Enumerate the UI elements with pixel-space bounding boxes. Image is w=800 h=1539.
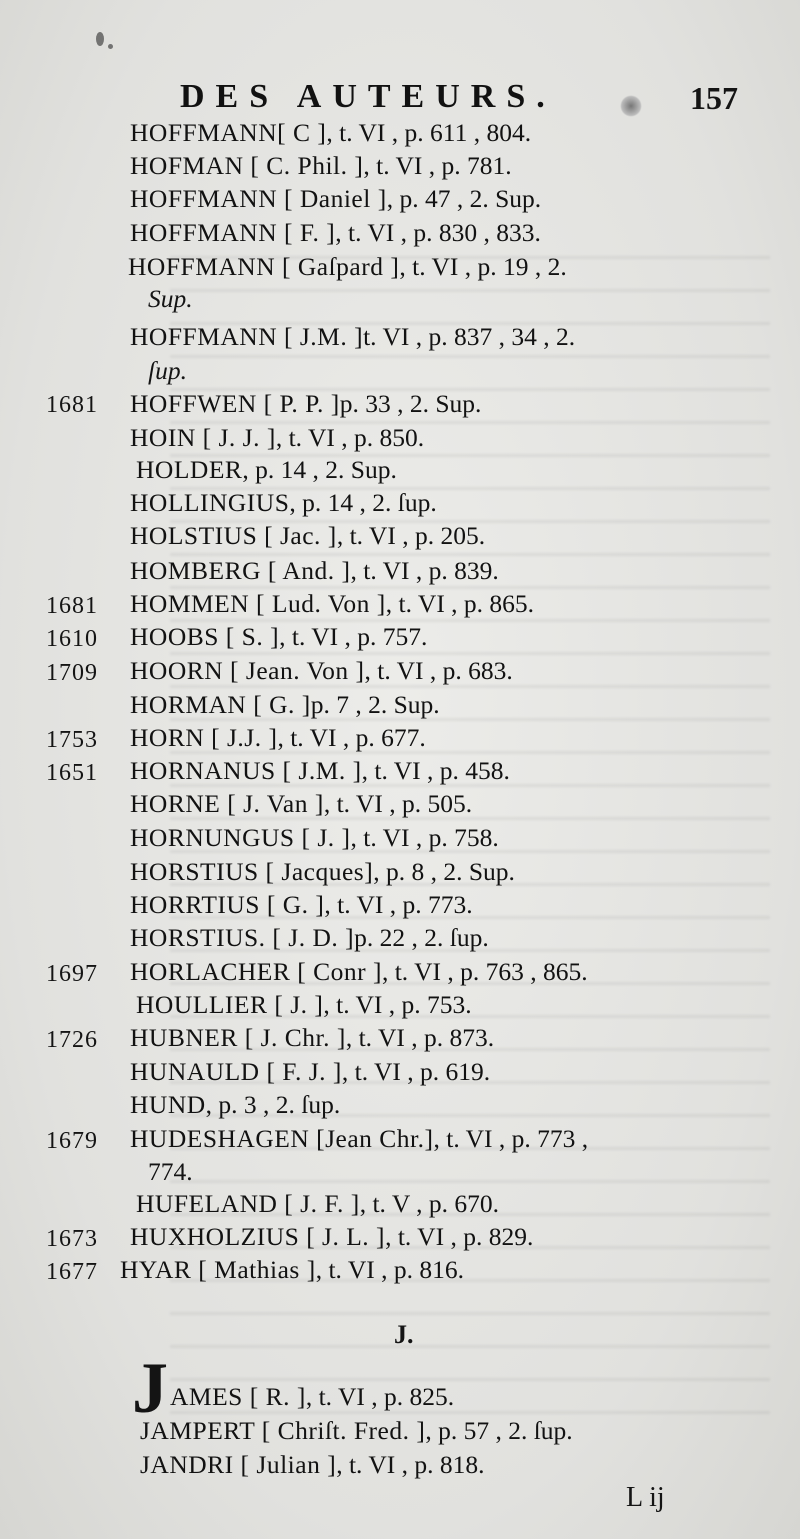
author-name: JAMPERT [ Chriſt. Fred. ] <box>140 1416 426 1445</box>
reference: , t. VI , p. 458. <box>361 756 510 785</box>
year-label: 1697 <box>46 961 98 987</box>
reference: , t. VI , p. 839. <box>350 556 499 585</box>
reference: , p. 14 , 2. ſup. <box>289 488 437 517</box>
index-entry <box>136 990 472 1020</box>
author-name: HOIN [ J. J. ] <box>130 423 276 452</box>
author-name: JANDRI [ Julian ] <box>140 1450 337 1479</box>
index-entry <box>130 389 481 419</box>
author-name: HUXHOLZIUS [ J. L. ] <box>130 1222 386 1251</box>
running-head: DES AUTEURS. <box>180 78 556 115</box>
reference: , t. VI , p. 825. <box>305 1382 455 1411</box>
index-entry <box>130 690 440 720</box>
index-entry <box>130 656 513 686</box>
author-name: HOFFMANN[ C ] <box>130 118 327 147</box>
reference: , t. VI , p. 850. <box>275 423 425 452</box>
index-entry <box>130 890 473 920</box>
reference: , t. VI , p. 773. <box>324 890 473 919</box>
reference: , t. VI , p. 753. <box>323 990 472 1019</box>
author-name: HUDESHAGEN [Jean Chr.] <box>130 1124 434 1153</box>
index-entry <box>130 1090 340 1120</box>
author-name: HOFFMANN [ Daniel ] <box>130 184 387 213</box>
author-name: HORN [ J.J. ] <box>130 723 278 752</box>
reference: , t. VI , p. 619. <box>341 1057 491 1086</box>
ink-speck <box>96 32 104 46</box>
index-entry <box>130 218 541 248</box>
entry-continuation: 774. <box>148 1157 193 1186</box>
index-entry <box>130 756 510 786</box>
entry-continuation: Sup. <box>148 284 193 313</box>
reference: , t. VI , p. 758. <box>350 823 499 852</box>
index-entry <box>130 151 512 181</box>
author-name: HOLLINGIUS <box>130 488 290 517</box>
index-entry <box>130 423 424 453</box>
author-name: HORLACHER [ Conr ] <box>130 957 382 986</box>
author-name: HUNAULD [ F. J. ] <box>130 1057 342 1086</box>
author-name: HORNE [ J. Van ] <box>130 789 324 818</box>
author-name: HOFMAN [ C. Phil. ] <box>130 151 364 180</box>
section-heading: J. <box>394 1320 414 1349</box>
reference: , t. VI , p. 205. <box>336 521 486 550</box>
index-entry <box>130 1222 533 1252</box>
reference: , t. VI , p. 757. <box>279 622 428 651</box>
reference: , t. VI , p. 19 , 2. <box>399 252 567 281</box>
author-name: HORNANUS [ J.M. ] <box>130 756 362 785</box>
reference: , t. VI , p. 830 , 833. <box>335 218 541 247</box>
reference: , t. VI , p. 677. <box>277 723 426 752</box>
reference: , p. 3 , 2. ſup. <box>205 1090 341 1119</box>
author-name: HOFFMANN [ F. ] <box>130 218 336 247</box>
year-label: 1610 <box>46 626 98 652</box>
year-label: 1677 <box>46 1259 98 1285</box>
reference: , p. 8 , 2. Sup. <box>373 857 515 886</box>
ink-blot <box>620 95 642 117</box>
reference: , t. VI , p. 763 , 865. <box>381 957 588 986</box>
year-label: 1681 <box>46 593 98 619</box>
reference: , p. 47 , 2. Sup. <box>386 184 542 213</box>
index-entry <box>130 1057 490 1087</box>
reference: , t. VI , p. 829. <box>385 1222 534 1251</box>
index-entry <box>120 1255 464 1285</box>
reference: t. VI , p. 837 , 34 , 2. <box>363 322 576 351</box>
author-name: HORSTIUS. [ J. D. ] <box>130 923 355 952</box>
reference: , p. 57 , 2. ſup. <box>425 1416 573 1445</box>
author-name: HUBNER [ J. Chr. ] <box>130 1023 346 1052</box>
reference: , p. 14 , 2. Sup. <box>242 455 397 484</box>
index-entry <box>130 789 472 819</box>
signature-mark: L ij <box>626 1482 665 1513</box>
index-entry <box>130 521 485 551</box>
index-entry <box>140 1416 573 1446</box>
year-label: 1753 <box>46 727 98 753</box>
reference: , t. V , p. 670. <box>359 1189 500 1218</box>
index-entry <box>130 488 437 518</box>
reference: , t. VI , p. 816. <box>315 1255 464 1284</box>
index-entry <box>130 957 588 987</box>
reference: , t. VI , p. 505. <box>323 789 473 818</box>
reference: p. 33 , 2. Sup. <box>339 389 482 418</box>
index-entry <box>130 1124 588 1154</box>
author-name: HOFFWEN [ P. P. ] <box>130 389 340 418</box>
year-label: 1673 <box>46 1226 98 1252</box>
year-label: 1679 <box>46 1128 98 1154</box>
year-label: 1726 <box>46 1027 98 1053</box>
page-number: 157 <box>690 80 738 116</box>
index-entry <box>130 823 499 853</box>
reference: , t. VI , p. 818. <box>336 1450 485 1479</box>
author-name: HOMMEN [ Lud. Von ] <box>130 589 386 618</box>
author-name: HOORN [ Jean. Von ] <box>130 656 365 685</box>
index-entry <box>136 1189 499 1219</box>
drop-capital: J <box>132 1348 168 1428</box>
reference: , t. VI , p. 773 , <box>433 1124 589 1153</box>
ink-speck <box>108 44 113 49</box>
author-name: HORRTIUS [ G. ] <box>130 890 325 919</box>
reference: p. 7 , 2. Sup. <box>310 690 440 719</box>
reference: , t. VI , p. 873. <box>345 1023 495 1052</box>
index-entry <box>130 923 489 953</box>
index-entry <box>130 857 515 887</box>
index-entry <box>130 723 426 753</box>
author-name: AMES [ R. ] <box>170 1382 306 1411</box>
year-label: 1709 <box>46 660 98 686</box>
index-entry <box>128 252 567 282</box>
author-name: HOLSTIUS [ Jac. ] <box>130 521 337 550</box>
author-name: HOOBS [ S. ] <box>130 622 280 651</box>
author-name: HOULLIER [ J. ] <box>136 990 324 1019</box>
index-entry <box>130 589 534 619</box>
index-entry <box>130 622 427 652</box>
reference: p. 22 , 2. ſup. <box>354 923 489 952</box>
index-entry <box>170 1382 454 1412</box>
author-name: HOMBERG [ And. ] <box>130 556 351 585</box>
index-entry <box>130 1023 494 1053</box>
index-entry <box>130 322 575 352</box>
author-name: HOFFMANN [ J.M. ] <box>130 322 364 351</box>
author-name: HUND <box>130 1090 206 1119</box>
reference: , t. VI , p. 781. <box>363 151 512 180</box>
reference: , t. VI , p. 683. <box>364 656 513 685</box>
index-entry <box>130 118 531 148</box>
index-entry <box>130 184 541 214</box>
reference: , t. VI , p. 865. <box>385 589 535 618</box>
year-label: 1651 <box>46 760 98 786</box>
author-name: HORSTIUS [ Jacques] <box>130 857 374 886</box>
year-label: 1681 <box>46 392 98 418</box>
entry-continuation: ſup. <box>148 356 187 385</box>
author-name: HORNUNGUS [ J. ] <box>130 823 351 852</box>
author-name: HYAR [ Mathias ] <box>120 1255 316 1284</box>
index-entry <box>140 1450 484 1480</box>
author-name: HOLDER <box>136 455 243 484</box>
author-name: HUFELAND [ J. F. ] <box>136 1189 360 1218</box>
reference: , t. VI , p. 611 , 804. <box>326 118 532 147</box>
author-name: HOFFMANN [ Gaſpard ] <box>128 252 400 281</box>
index-entry <box>130 556 499 586</box>
author-name: HORMAN [ G. ] <box>130 690 311 719</box>
index-entry <box>136 455 397 485</box>
